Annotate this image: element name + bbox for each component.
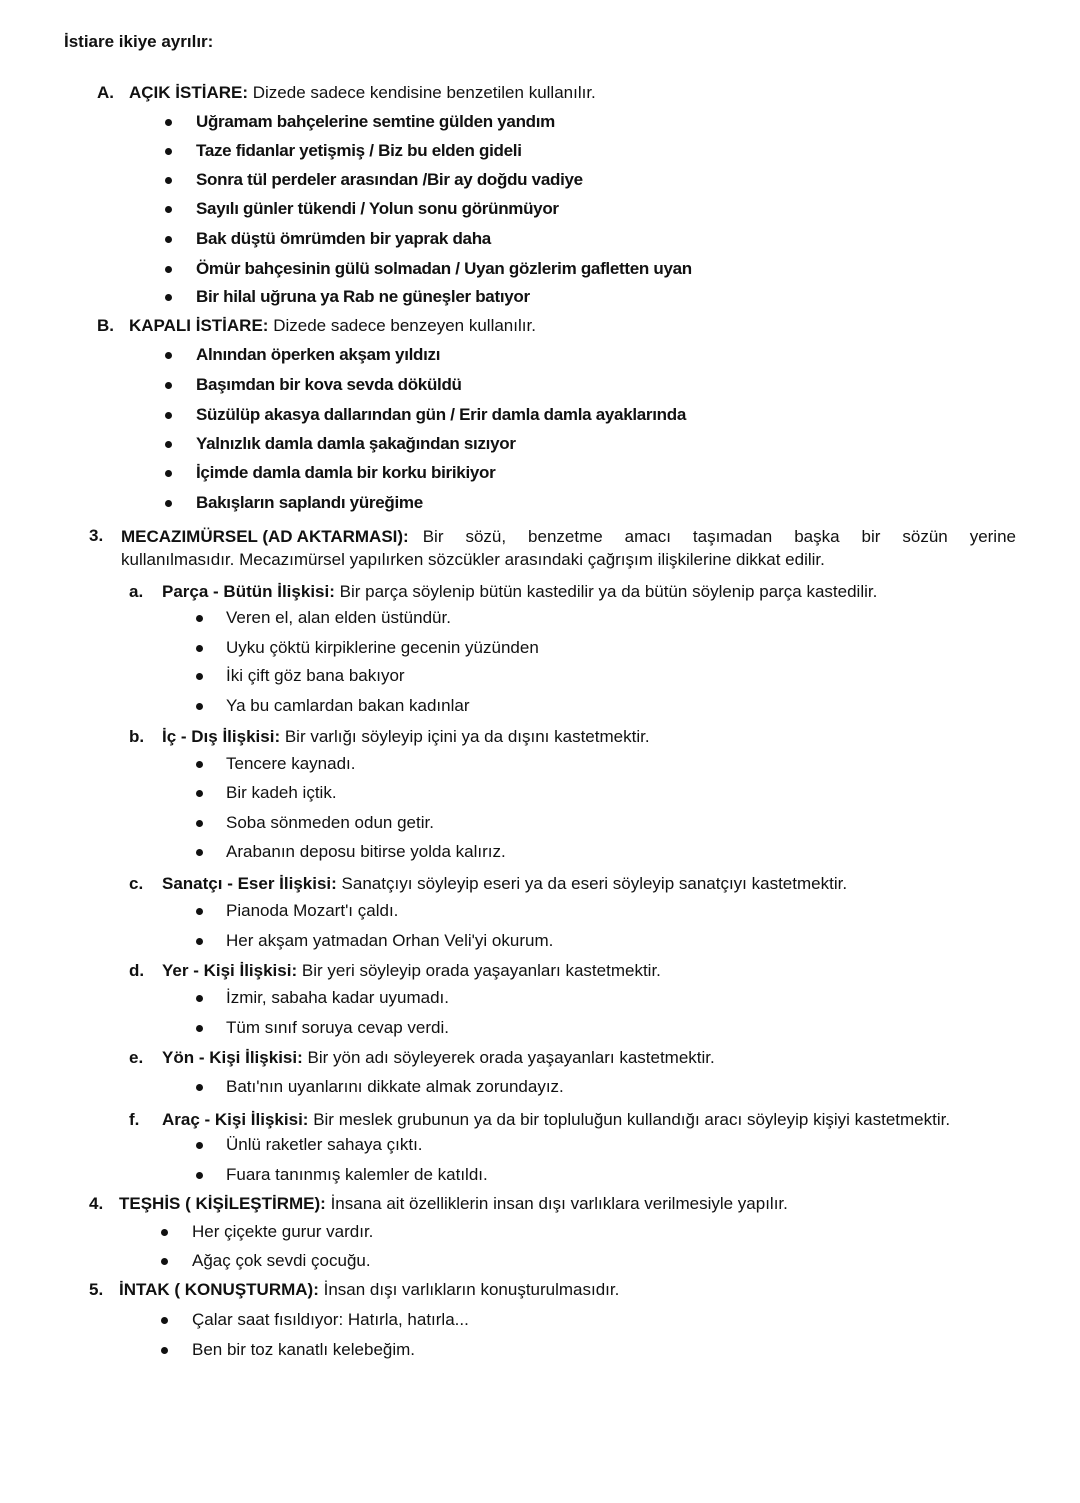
- bullet-icon: [161, 1317, 168, 1324]
- bullet-icon: [165, 382, 172, 389]
- list-item: Yalnızlık damla damla şakağından sızıyor: [165, 433, 516, 455]
- section-title: TEŞHİS ( KİŞİLEŞTİRME):: [119, 1194, 326, 1213]
- list-item: Bak düştü ömrümden bir yaprak daha: [165, 228, 491, 250]
- list-item: İki çift göz bana bakıyor: [196, 665, 405, 687]
- bullet-icon: [196, 673, 203, 680]
- subsection-marker: c.: [129, 874, 144, 893]
- section-description: Dizede sadece benzeyen kullanılır.: [273, 316, 536, 335]
- list-item: Süzülüp akasya dallarından gün / Erir damla damla ayaklarında: [165, 404, 686, 426]
- section-mecazimursel: [89, 525, 121, 547]
- list-item: Çalar saat fısıldıyor: Hatırla, hatırla...: [161, 1309, 469, 1331]
- subsection-description: Bir yeri söyleyip orada yaşayanları kastetmektir.: [301, 961, 661, 980]
- list-item: Arabanın deposu bitirse yolda kalırız.: [196, 841, 506, 863]
- bullet-icon: [196, 615, 203, 622]
- bullet-icon: [165, 119, 172, 126]
- section-title: AÇIK İSTİARE:: [129, 83, 248, 102]
- section-description: İnsan dışı varlıkların konuşturulmasıdır.: [323, 1280, 620, 1299]
- section-kapali-istiare: [97, 315, 536, 337]
- section-intak: [89, 1279, 619, 1301]
- list-item: Uyku çöktü kirpiklerine gecenin yüzünden: [196, 637, 539, 659]
- section-marker: 4.: [89, 1194, 104, 1213]
- bullet-icon: [165, 148, 172, 155]
- subsection-description: Bir varlığı söyleyip içini ya da dışını kastetmektir.: [284, 727, 650, 746]
- bullet-icon: [161, 1347, 168, 1354]
- subsection-marker: f.: [129, 1110, 140, 1129]
- subsection-description: Bir parça söylenip bütün kastedilir ya da bütün söylenip parça kastedilir.: [339, 582, 878, 601]
- subsection-sanatci-eser: [129, 873, 847, 895]
- bullet-icon: [196, 1172, 203, 1179]
- subsection-parca-butun: [129, 581, 877, 603]
- list-item: Tüm sınıf soruya cevap verdi.: [196, 1017, 449, 1039]
- bullet-icon: [165, 236, 172, 243]
- section-mecazimursel-paragraph: [121, 525, 1016, 571]
- bullet-icon: [196, 1025, 203, 1032]
- section-title: MECAZIMÜRSEL (AD AKTARMASI):: [121, 527, 409, 546]
- bullet-icon: [196, 849, 203, 856]
- section-teshis: [89, 1193, 788, 1215]
- list-item: Sonra tül perdeler arasından /Bir ay doğdu vadiye: [165, 169, 583, 191]
- bullet-icon: [161, 1258, 168, 1265]
- list-item: Her akşam yatmadan Orhan Veli'yi okurum.: [196, 930, 553, 952]
- list-item: Ünlü raketler sahaya çıktı.: [196, 1134, 423, 1156]
- list-item: Sayılı günler tükendi / Yolun sonu görünmüyor: [165, 198, 559, 220]
- list-item: İzmir, sabaha kadar uyumadı.: [196, 987, 449, 1009]
- list-item: Bakışların saplandı yüreğime: [165, 492, 423, 514]
- section-description: İnsana ait özelliklerin insan dışı varlıklara verilmesiyle yapılır.: [330, 1194, 788, 1213]
- section-description-line1: Bir sözü, benzetme amacı taşımadan başka bir sözün yerine: [422, 527, 1016, 546]
- list-item: Ya bu camlardan bakan kadınlar: [196, 695, 470, 717]
- bullet-icon: [165, 294, 172, 301]
- list-item: Ömür bahçesinin gülü solmadan / Uyan gözlerim gafletten uyan: [165, 258, 692, 280]
- subsection-yer-kisi: [129, 960, 661, 982]
- subsection-title: Parça - Bütün İlişkisi:: [162, 582, 335, 601]
- section-acik-istiare: [97, 82, 596, 104]
- bullet-icon: [196, 645, 203, 652]
- subsection-description: Bir meslek grubunun ya da bir topluluğun kullandığı aracı söyleyip kişiyi kastetmektir.: [313, 1110, 951, 1129]
- subsection-title: Yer - Kişi İlişkisi:: [162, 961, 298, 980]
- subsection-marker: a.: [129, 582, 144, 601]
- section-marker: A.: [97, 83, 114, 102]
- bullet-icon: [165, 470, 172, 477]
- subsection-yon-kisi: [129, 1047, 715, 1069]
- subsection-marker: b.: [129, 727, 145, 746]
- subsection-description: Sanatçıyı söyleyip eseri ya da eseri söyleyip sanatçıyı kastetmektir.: [341, 874, 848, 893]
- subsection-description: Bir yön adı söyleyerek orada yaşayanları kastetmektir.: [307, 1048, 715, 1067]
- bullet-icon: [165, 266, 172, 273]
- bullet-icon: [196, 761, 203, 768]
- section-marker: 5.: [89, 1280, 104, 1299]
- list-item: Her çiçekte gurur vardır.: [161, 1221, 373, 1243]
- list-item: Pianoda Mozart'ı çaldı.: [196, 900, 398, 922]
- bullet-icon: [165, 352, 172, 359]
- bullet-icon: [196, 908, 203, 915]
- list-item: İçimde damla damla bir korku birikiyor: [165, 462, 495, 484]
- section-title: İNTAK ( KONUŞTURMA):: [119, 1280, 319, 1299]
- bullet-icon: [196, 1084, 203, 1091]
- section-marker: 3.: [89, 526, 104, 545]
- section-description-line2: kullanılmasıdır. Mecazımürsel yapılırken sözcükler arasındaki çağrışım ilişkilerine dikkat edilir.: [121, 550, 825, 569]
- list-item: Ben bir toz kanatlı kelebeğim.: [161, 1339, 415, 1361]
- subsection-title: Yön - Kişi İlişkisi:: [162, 1048, 303, 1067]
- bullet-icon: [165, 441, 172, 448]
- list-item: Tencere kaynadı.: [196, 753, 355, 775]
- bullet-icon: [196, 703, 203, 710]
- subsection-marker: d.: [129, 961, 145, 980]
- bullet-icon: [161, 1229, 168, 1236]
- list-item: Soba sönmeden odun getir.: [196, 812, 434, 834]
- list-item: Başımdan bir kova sevda döküldü: [165, 374, 462, 396]
- list-item: Veren el, alan elden üstündür.: [196, 607, 451, 629]
- section-title: KAPALI İSTİARE:: [129, 316, 269, 335]
- list-item: Fuara tanınmış kalemler de katıldı.: [196, 1164, 488, 1186]
- bullet-icon: [196, 995, 203, 1002]
- subsection-marker: e.: [129, 1048, 144, 1067]
- bullet-icon: [165, 412, 172, 419]
- list-item: Bir kadeh içtik.: [196, 782, 337, 804]
- bullet-icon: [196, 790, 203, 797]
- bullet-icon: [196, 938, 203, 945]
- list-item: Bir hilal uğruna ya Rab ne güneşler batıyor: [165, 286, 530, 308]
- subsection-title: Araç - Kişi İlişkisi:: [162, 1110, 309, 1129]
- list-item: Taze fidanlar yetişmiş / Biz bu elden gideli: [165, 140, 522, 162]
- list-item: Ağaç çok sevdi çocuğu.: [161, 1250, 371, 1272]
- section-marker: B.: [97, 316, 114, 335]
- intro-heading: İstiare ikiye ayrılır:: [64, 32, 214, 51]
- list-item: Uğramam bahçelerine semtine gülden yandım: [165, 111, 555, 133]
- subsection-ic-dis: [129, 726, 650, 748]
- bullet-icon: [165, 500, 172, 507]
- bullet-icon: [165, 206, 172, 213]
- bullet-icon: [196, 1142, 203, 1149]
- bullet-icon: [165, 177, 172, 184]
- section-description: Dizede sadece kendisine benzetilen kullanılır.: [252, 83, 596, 102]
- subsection-arac-kisi: [129, 1109, 950, 1131]
- list-item: Alnından öperken akşam yıldızı: [165, 344, 440, 366]
- subsection-title: Sanatçı - Eser İlişkisi:: [162, 874, 337, 893]
- list-item: Batı'nın uyanlarını dikkate almak zorundayız.: [196, 1076, 564, 1098]
- bullet-icon: [196, 820, 203, 827]
- subsection-title: İç - Dış İlişkisi:: [162, 727, 281, 746]
